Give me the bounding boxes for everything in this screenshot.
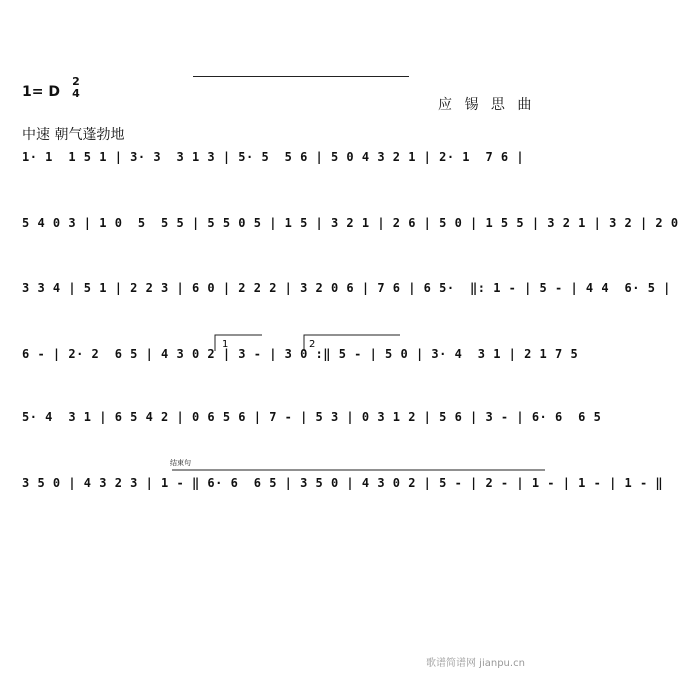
staff-1 <box>22 150 552 176</box>
composer-credit: 应 锡 思 曲 <box>438 97 536 113</box>
meter-top: 2 <box>72 75 80 88</box>
key-signature: 1= D <box>22 84 60 100</box>
staff-3 <box>22 281 671 307</box>
staff-2 <box>22 216 679 242</box>
staff-6 <box>22 476 664 502</box>
staff-4 <box>22 339 579 373</box>
watermark: 歌谱简谱网 jianpu.cn <box>426 658 525 669</box>
staff-line-5: 5· 4 3 1 | 6 5 4 2 | 0 6 5 6 | 7 - | 5 3 | 0 3 1 2 | 5 6 | 3 - | 6· 6 6 5 <box>22 410 602 424</box>
staff-line-1: 1· 1 1 5 1 | 3· 3 3 1 3 | 5· 5 5 6 | 5 0 4 3 2 1 | 2· 1 7 6 | <box>22 150 525 164</box>
volta-2-label: 2 <box>309 339 316 350</box>
staff-line-3: 3 3 4 | 5 1 | 2 2 3 | 6 0 | 2 2 2 | 3 2 0 6 | 7 6 | 6 5· ‖: 1 - | 5 - | 4 4 6· 5 | <box>22 281 671 295</box>
staff-5 <box>22 410 602 436</box>
time-signature <box>70 76 82 100</box>
meter-bottom: 4 <box>72 87 80 100</box>
staff-line-4: 6 - | 2· 2 6 5 | 4 3 0 2 | 3 - | 3 0 :‖ 5 - | 5 0 | 3· 4 3 1 | 2 1 7 5 <box>22 347 579 361</box>
title-line <box>193 76 409 77</box>
staff-line-6: 3 5 0 | 4 3 2 3 | 1 - ‖ 6· 6 6 5 | 3 5 0 | 4 3 0 2 | 5 - | 2 - | 1 - | 1 - | 1 - ‖ <box>22 476 664 490</box>
tempo-marking: 中速 朝气蓬勃地 <box>22 127 125 143</box>
staff-line-2: 5 4 0 3 | 1 0 5 5 5 | 5 5 0 5 | 1 5 | 3 2 1 | 2 6 | 5 0 | 1 5 5 | 3 2 1 | 3 2 | 2 0 <box>22 216 679 230</box>
ending-label: 结束句 <box>170 459 191 467</box>
volta-1-label: 1 <box>222 339 229 350</box>
